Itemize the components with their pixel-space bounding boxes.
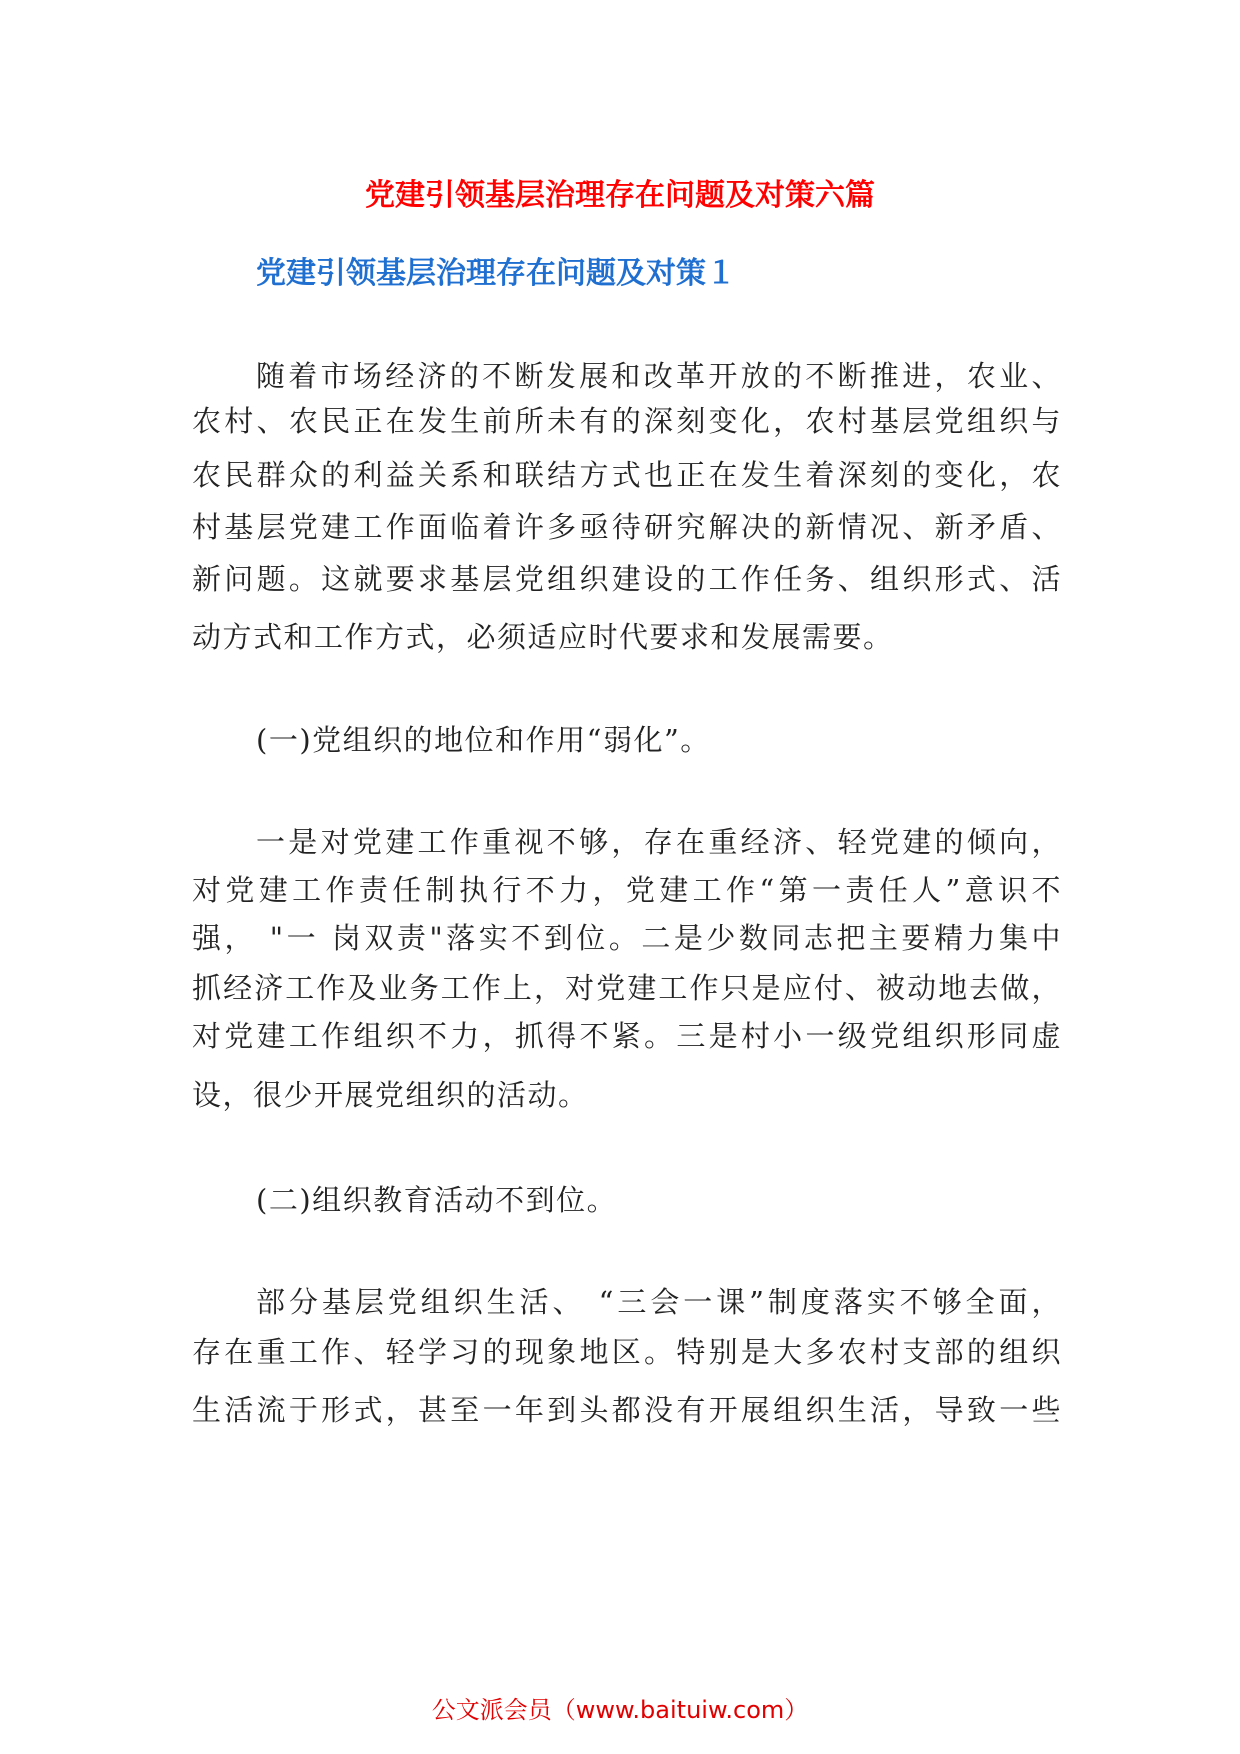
paragraph-2-line-4: 抓经济工作及业务工作上，对党建工作只是应付、被动地去做，	[192, 971, 1062, 1005]
paragraph-2-line-1: 一是对党建工作重视不够，存在重经济、轻党建的倾向，	[256, 825, 1062, 859]
paragraph-3-line-1: 部分基层党组织生活、 “三会一课”制度落实不够全面，	[256, 1285, 1062, 1319]
paragraph-1-line-6: 动方式和工作方式，必须适应时代要求和发展需要。	[192, 620, 894, 654]
paragraph-1-line-5: 新问题。这就要求基层党组织建设的工作任务、组织形式、活	[192, 562, 1062, 596]
paragraph-1-line-2: 农村、农民正在发生前所未有的深刻变化，农村基层党组织与	[192, 404, 1062, 438]
paragraph-3-line-3: 生活流于形式，甚至一年到头都没有开展组织生活，导致一些	[192, 1393, 1062, 1427]
subheading-1: (一)党组织的地位和作用“弱化”。	[256, 723, 711, 757]
paragraph-1-line-3: 农民群众的利益关系和联结方式也正在发生着深刻的变化，农	[192, 458, 1062, 492]
paragraph-1-line-4: 村基层党建工作面临着许多亟待研究解决的新情况、新矛盾、	[192, 510, 1062, 544]
paragraph-1-line-1: 随着市场经济的不断发展和改革开放的不断推进，农业、	[256, 359, 1062, 393]
paragraph-2-line-6: 设，很少开展党组织的活动。	[192, 1078, 589, 1112]
paragraph-3-line-2: 存在重工作、轻学习的现象地区。特别是大多农村支部的组织	[192, 1335, 1062, 1369]
document-title: 党建引领基层治理存在问题及对策六篇	[365, 178, 875, 213]
paragraph-2-line-5: 对党建工作组织不力，抓得不紧。三是村小一级党组织形同虚	[192, 1019, 1062, 1053]
paragraph-2-line-2: 对党建工作责任制执行不力，党建工作“第一责任人”意识不	[192, 873, 1062, 907]
section-title: 党建引领基层治理存在问题及对策１	[256, 256, 736, 291]
footer-source-note: 公文派会员（www.baituiw.com）	[431, 1696, 809, 1724]
paragraph-2-line-3: 强， "一 岗双责"落实不到位。二是少数同志把主要精力集中	[192, 921, 1062, 955]
subheading-2: (二)组织教育活动不到位。	[256, 1183, 618, 1217]
